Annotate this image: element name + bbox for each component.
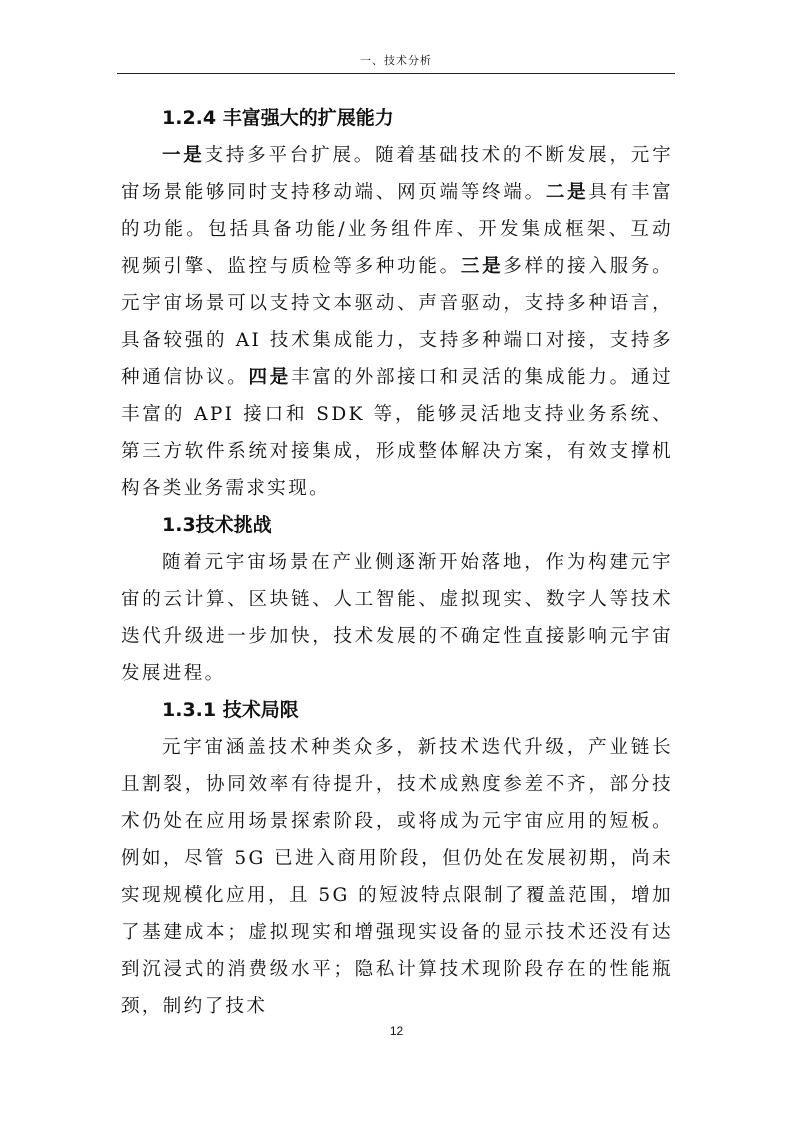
paragraph-tech-limitations: 元宇宙涵盖技术种类众多，新技术迭代升级，产业链长且割裂，协同效率有待提升，技术成熟度参差不齐，部分技术仍处在应用场景探索阶段，或将成为元宇宙应用的短板。例如，尽管 5G 已进入商用阶段，但仍处在发展初期，尚未实现规模化应用，且 5G 的短波特点限制了覆盖范围，增加了基建成本；虚拟现实和增强现实设备的显示技术还没有达到沉浸式的消费级水平；隐私计算技术现阶段存在的性能瓶颈，制约了技术 [121, 737, 673, 1017]
lead-third: 三是 [460, 256, 504, 277]
paragraph-extension-capability [121, 137, 673, 507]
page-number: 12 [389, 1024, 404, 1038]
text-first: 支持多平台扩展。随着基础技术的不断发展，元宇宙场景能够同时支持移动端、网页端等终端。 [121, 145, 673, 203]
page-content [121, 100, 673, 1025]
lead-first: 一是 [162, 145, 205, 166]
lead-fourth: 四是 [248, 367, 291, 388]
text-third: 多样的接入服务。元宇宙场景可以支持文本驱动、声音驱动，支持多种语言，具备较强的 AI 技术集成能力，支持多种端口对接，支持多种通信协议。 [121, 256, 674, 388]
paragraph-tech-challenges: 随着元宇宙场景在产业侧逐渐开始落地，作为构建元宇宙的云计算、区块链、人工智能、虚拟现实、数字人等技术迭代升级进一步加快，技术发展的不确定性直接影响元宇宙发展进程。 [121, 552, 673, 684]
section-heading-1-3-1: 1.3.1 技术局限 [162, 699, 299, 721]
section-heading-1-3: 1.3技术挑战 [162, 514, 272, 536]
running-header: 一、技术分析 [360, 54, 432, 67]
section-heading-1-2-4: 1.2.4 丰富强大的扩展能力 [162, 107, 394, 129]
lead-second: 二是 [545, 182, 589, 203]
text-fourth: 丰富的外部接口和灵活的集成能力。通过丰富的 API 接口和 SDK 等，能够灵活地支持业务系统、第三方软件系统对接集成，形成整体解决方案，有效支撑机构各类业务需求实现。 [121, 367, 674, 499]
text-second: 具有丰富的功能。包括具备功能/业务组件库、开发集成框架、互动视频引擎、监控与质检等多种功能。 [121, 182, 673, 277]
header-divider [117, 73, 675, 74]
